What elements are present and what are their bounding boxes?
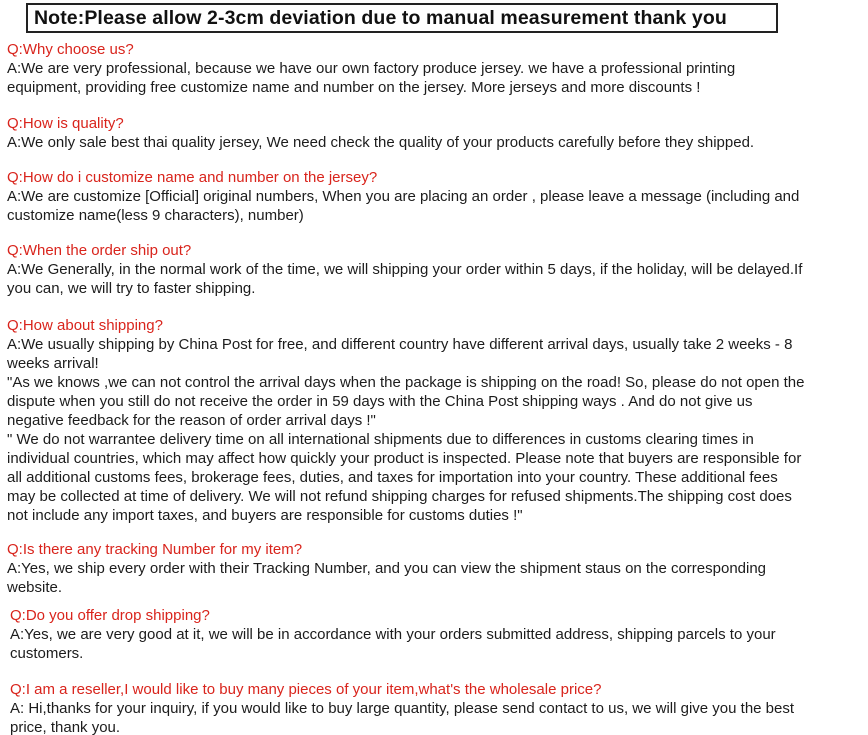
faq-question: Q:How do i customize name and number on the jersey?: [7, 169, 378, 186]
faq-shipping: [7, 316, 868, 525]
faq-answer: [10, 625, 868, 663]
measurement-note-banner: Note:Please allow 2-3cm deviation due to manual measurement thank you: [26, 3, 778, 33]
answer-line: dispute when you still do not receive the order in 59 days with the China Post shipping ways . And do not give us: [7, 393, 753, 410]
faq-question: Q:How is quality?: [7, 115, 124, 132]
faq-question: Q:Why choose us?: [7, 41, 134, 58]
faq-order-ship-out: [7, 241, 868, 298]
answer-line: equipment, providing free customize name and number on the jersey. More jerseys and more discounts !: [7, 79, 701, 96]
faq-answer: [7, 335, 868, 525]
answer-line: A:Yes, we are very good at it, we will be in accordance with your orders submitted address, shipping parcels to your: [10, 626, 776, 643]
answer-line: may be collected at time of delivery. We will not refund shipping charges for refused shipments.The shipping cost does: [7, 488, 792, 505]
faq-customize-name-number: [7, 168, 868, 225]
answer-line: A:We only sale best thai quality jersey, We need check the quality of your products carefully before they shipped.: [7, 134, 755, 151]
answer-line: not include any import taxes, and buyers are responsible for customs duties !": [7, 507, 523, 524]
faq-answer: [7, 260, 868, 298]
faq-drop-shipping: [10, 606, 868, 663]
faq-wholesale-price: [10, 680, 868, 735]
answer-line: customers.: [10, 645, 84, 662]
answer-line: individual countries, which may affect how quickly your product is inspected. Please note that buyers are responsible for: [7, 450, 802, 467]
answer-line: A:Yes, we ship every order with their Tracking Number, and you can view the shipment staus on the corresponding: [7, 560, 767, 577]
faq-answer: [7, 559, 868, 597]
answer-line: A:We Generally, in the normal work of the time, we will shipping your order within 5 days, if the holiday, will be delayed.If: [7, 261, 803, 278]
faq-question: Q:How about shipping?: [7, 317, 163, 334]
answer-line: negative feedback for the reason of order arrival days !": [7, 412, 376, 429]
answer-line: price, thank you.: [10, 719, 121, 735]
faq-question: Q:Is there any tracking Number for my item?: [7, 541, 303, 558]
answer-line: all additional customs fees, brokerage fees, duties, and taxes for importation into your country. These additional fees: [7, 469, 778, 486]
faq-question: Q:Do you offer drop shipping?: [10, 607, 210, 624]
answer-line: A:We are customize [Official] original numbers, When you are placing an order , please leave a message (including and: [7, 188, 800, 205]
answer-line: "As we knows ,we can not control the arrival days when the package is shipping on the road! So, please do not open the: [7, 374, 805, 391]
faq-answer: [7, 59, 868, 97]
faq-answer: [10, 699, 868, 735]
faq-question: Q:I am a reseller,I would like to buy many pieces of your item,what's the wholesale price?: [10, 681, 602, 698]
answer-line: website.: [7, 579, 63, 596]
answer-line: you can, we will try to faster shipping.: [7, 280, 256, 297]
faq-answer: [7, 187, 868, 225]
faq-why-choose-us: [7, 40, 868, 97]
answer-line: weeks arrival!: [7, 355, 99, 372]
answer-line: " We do not warrantee delivery time on all international shipments due to differences in customs clearing times in: [7, 431, 754, 448]
answer-line: A: Hi,thanks for your inquiry, if you would like to buy large quantity, please send contact to us, we will give you the best: [10, 700, 795, 717]
answer-line: A:We are very professional, because we have our own factory produce jersey. we have a professional printing: [7, 60, 736, 77]
answer-line: customize name(less 9 characters), number): [7, 207, 304, 224]
faq-question: Q:When the order ship out?: [7, 242, 192, 259]
faq-tracking-number: [7, 540, 868, 597]
faq-quality: [7, 114, 868, 152]
faq-answer: [7, 133, 868, 152]
answer-line: A:We usually shipping by China Post for free, and different country have different arrival days, usually take 2 weeks - 8: [7, 336, 793, 353]
